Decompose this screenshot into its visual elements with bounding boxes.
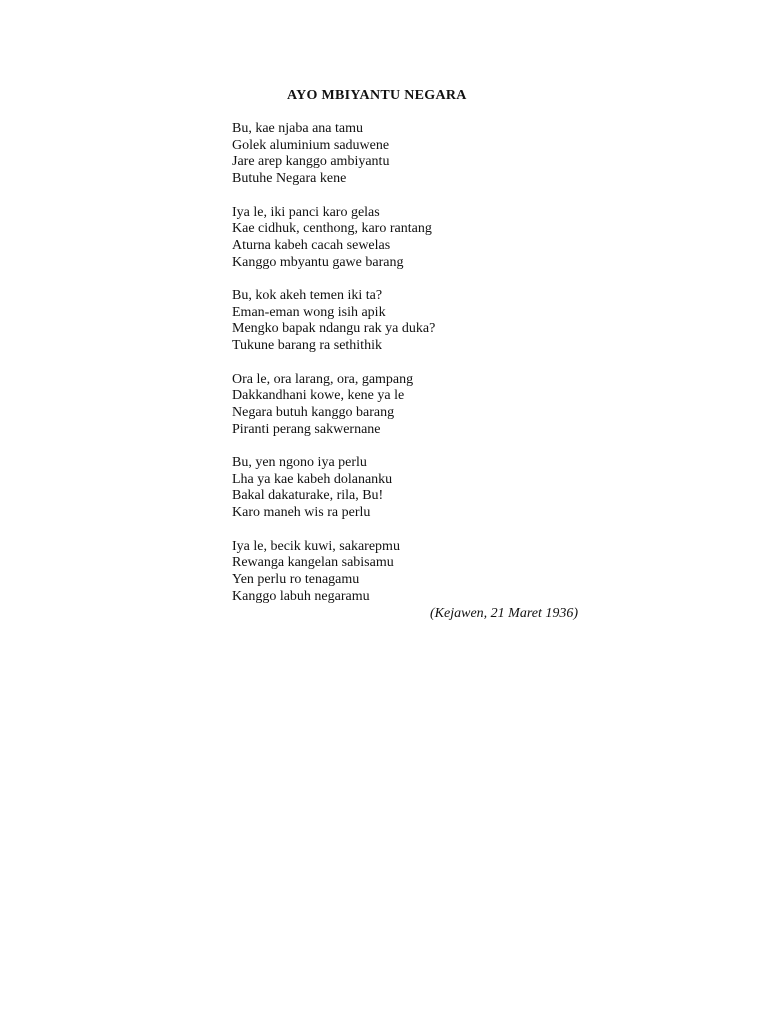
poem-line: Mengko bapak ndangu rak ya duka? <box>232 321 436 337</box>
stanza-1 <box>232 121 435 188</box>
stanza-6 <box>232 539 435 606</box>
stanza-2 <box>232 205 435 272</box>
poem-line: Aturna kabeh cacah sewelas <box>232 237 391 253</box>
poem-line: Dakkandhani kowe, kene ya le <box>232 388 405 404</box>
poem-line: Golek aluminium saduwene <box>232 137 390 153</box>
poem-line: Lha ya kae kabeh dolananku <box>232 471 393 487</box>
poem-source-citation: (Kejawen, 21 Maret 1936) <box>430 606 579 621</box>
poem-line: Iya le, iki panci karo gelas <box>232 204 380 220</box>
poem-line: Kanggo mbyantu gawe barang <box>232 254 404 270</box>
stanza-3 <box>232 288 435 355</box>
poem-line: Yen perlu ro tenagamu <box>232 571 360 587</box>
stanza-4 <box>232 372 435 439</box>
poem-line: Jare arep kanggo ambiyantu <box>232 154 390 170</box>
poem-line: Eman-eman wong isih apik <box>232 304 386 320</box>
poem-line: Bakal dakaturake, rila, Bu! <box>232 488 384 504</box>
poem-line: Ora le, ora larang, ora, gampang <box>232 371 414 387</box>
poem-line: Piranti perang sakwernane <box>232 421 381 437</box>
poem-line: Bu, kae njaba ana tamu <box>232 121 364 136</box>
poem-line: Kae cidhuk, centhong, karo rantang <box>232 221 432 237</box>
poem-line: Kanggo labuh negaramu <box>232 588 370 604</box>
poem-line: Butuhe Negara kene <box>232 171 347 187</box>
poem-line: Rewanga kangelan sabisamu <box>232 555 394 571</box>
poem-line: Karo maneh wis ra perlu <box>232 505 371 521</box>
poem-line: Negara butuh kanggo barang <box>232 404 395 420</box>
poem-line: Bu, kok akeh temen iki ta? <box>232 288 383 303</box>
poem-title: AYO MBIYANTU NEGARA <box>287 88 467 103</box>
stanza-5 <box>232 455 435 522</box>
poem-line: Bu, yen ngono iya perlu <box>232 455 367 470</box>
poem-line: Iya le, becik kuwi, sakarepmu <box>232 538 400 554</box>
poem-body <box>232 121 435 605</box>
poem-line: Tukune barang ra sethithik <box>232 338 382 354</box>
